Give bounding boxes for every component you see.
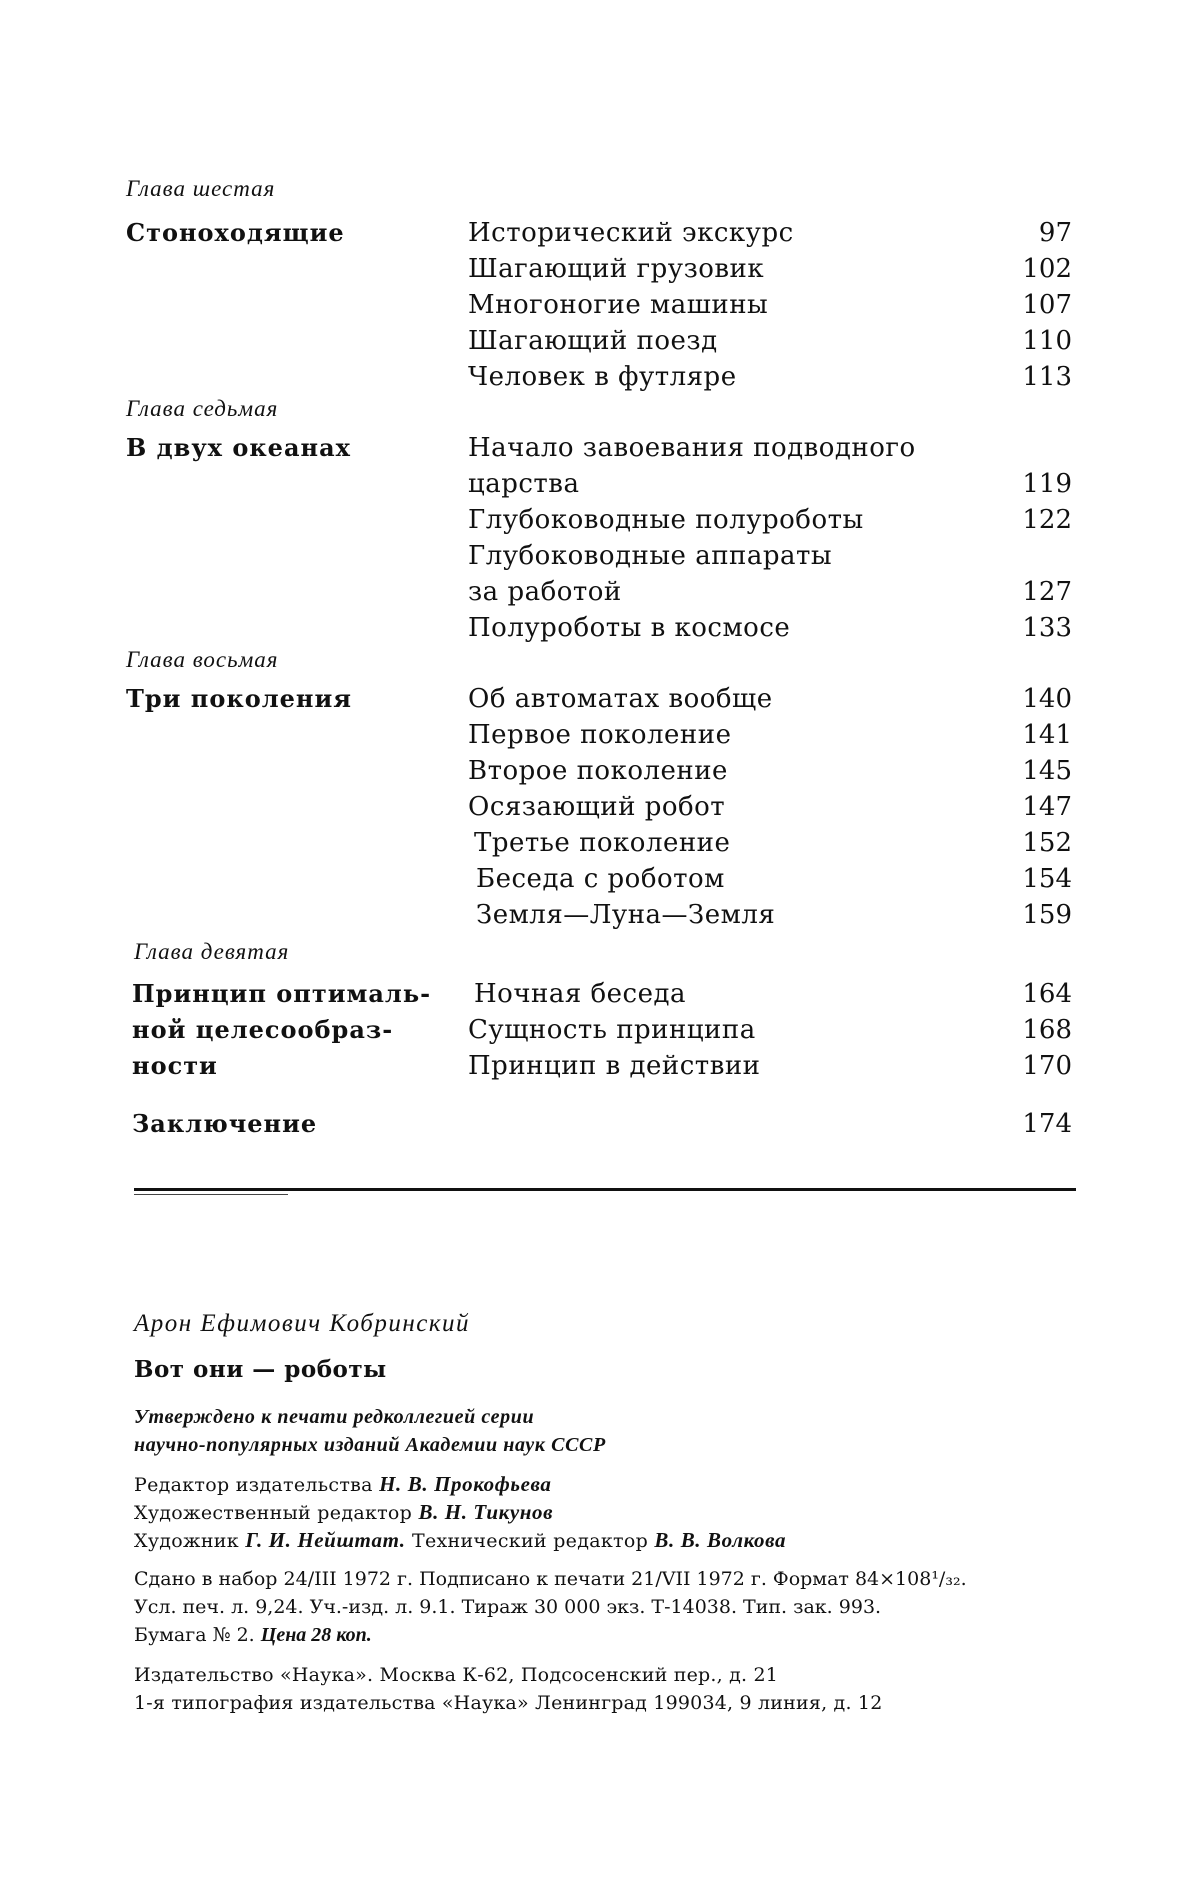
print-details-line-2: Усл. печ. л. 9,24. Уч.-изд. л. 9.1. Тираж 30 000 экз. Т-14038. Тип. зак. 993.	[134, 1596, 882, 1618]
toc-entry-title: Сущность принципа	[468, 1015, 756, 1045]
toc-entry-title: Глубоководные аппараты за работой	[468, 541, 833, 607]
toc-entry-title: Беседа с роботом	[476, 864, 725, 894]
chapter-label: Глава восьмая	[126, 647, 279, 672]
toc-entry-page: 147	[1022, 792, 1072, 822]
chapter-title: Принцип оптималь- ной целесообраз- ности	[132, 979, 432, 1080]
toc-entry-page: 152	[1022, 828, 1072, 858]
chapter-title: Стоноходящие	[126, 218, 345, 247]
editor-name: Н. В. Прокофьева	[379, 1472, 552, 1496]
printer-line: 1-я типография издательства «Наука» Ленинград 199034, 9 линия, д. 12	[134, 1692, 883, 1714]
toc-entry-page: 119	[1022, 469, 1072, 499]
toc-entry-title: Глубоководные полуроботы	[468, 505, 864, 535]
toc-entry-page: 159	[1022, 900, 1072, 930]
toc-entry-title: Об автоматах вообще	[468, 684, 773, 714]
separator-rule	[134, 1188, 1076, 1191]
chapter-title: Три поколения	[126, 684, 352, 713]
paper-type: Бумага № 2.	[134, 1624, 255, 1646]
toc-entry-page: 133	[1022, 613, 1072, 643]
toc-entry-title: Начало завоевания подводного царства	[468, 433, 916, 499]
toc-entry-title: Осязающий робот	[468, 792, 726, 822]
toc-entry-title: Шагающий грузовик	[468, 254, 765, 284]
price: Цена 28 коп.	[260, 1624, 372, 1646]
author-name: Арон Ефимович Кобринский	[134, 1310, 471, 1337]
toc-entry-title: Человек в футляре	[468, 362, 737, 392]
separator-rule-underline	[134, 1194, 288, 1195]
toc-entry-page: 127	[1022, 577, 1072, 607]
art-editor-name: В. Н. Тикунов	[418, 1500, 554, 1524]
artist-label: Художник	[134, 1530, 239, 1552]
publisher-line: Издательство «Наука». Москва К-62, Подсосенский пер., д. 21	[134, 1664, 779, 1686]
artist-credit	[134, 1528, 786, 1553]
toc-entry-page: 154	[1022, 864, 1072, 894]
editor-credit	[134, 1472, 551, 1497]
chapter-label: Глава девятая	[134, 939, 290, 964]
tech-editor-name: В. В. Волкова	[654, 1528, 787, 1552]
toc-entry-page: 141	[1022, 720, 1072, 750]
book-title: Вот они — роботы	[134, 1356, 387, 1383]
chapter-title: В двух океанах	[126, 433, 351, 462]
toc-entry-page: 164	[1022, 979, 1072, 1009]
tech-editor-label: Технический редактор	[411, 1530, 649, 1552]
paper-and-price	[134, 1624, 372, 1647]
toc-entry-page: 97	[1038, 218, 1072, 248]
toc-entry-title: Третье поколение	[474, 828, 731, 858]
artist-name: Г. И. Нейштат.	[245, 1528, 406, 1552]
toc-entry-title: Шагающий поезд	[468, 326, 718, 356]
editor-label: Редактор издательства	[134, 1474, 373, 1496]
toc-entry-title: Многоногие машины	[468, 290, 769, 320]
toc-entry-page: 107	[1022, 290, 1072, 320]
conclusion-title: Заключение	[132, 1109, 318, 1138]
toc-entry-title: Принцип в действии	[468, 1051, 761, 1081]
toc-entry-title: Второе поколение	[468, 756, 728, 786]
art-editor-label: Художественный редактор	[134, 1502, 413, 1524]
toc-entry-title: Исторический экскурс	[468, 218, 794, 248]
toc-entry-page: 113	[1022, 362, 1072, 392]
toc-entry-title: Ночная беседа	[474, 979, 687, 1009]
chapter-label: Глава седьмая	[126, 396, 279, 421]
approval-line-1: Утверждено к печати редколлегией серии	[134, 1406, 535, 1428]
toc-entry-title: Земля—Луна—Земля	[476, 900, 776, 930]
art-editor-credit	[134, 1500, 553, 1525]
toc-entry-page: 170	[1022, 1051, 1072, 1081]
print-details-line-1: Сдано в набор 24/III 1972 г. Подписано к печати 21/VII 1972 г. Формат 84×108¹/₃₂.	[134, 1568, 967, 1590]
toc-entry-page: 140	[1022, 684, 1072, 714]
chapter-label: Глава шестая	[126, 176, 276, 201]
toc-entry-page: 110	[1022, 326, 1072, 356]
toc-entry-page: 122	[1022, 505, 1072, 535]
toc-entry-page: 168	[1022, 1015, 1072, 1045]
toc-entry-title: Полуроботы в космосе	[468, 613, 791, 643]
toc-entry-title: Первое поколение	[468, 720, 732, 750]
conclusion-page: 174	[1022, 1109, 1072, 1139]
approval-line-2: научно-популярных изданий Академии наук СССР	[134, 1434, 606, 1456]
toc-entry-page: 145	[1022, 756, 1072, 786]
toc-entry-page: 102	[1022, 254, 1072, 284]
